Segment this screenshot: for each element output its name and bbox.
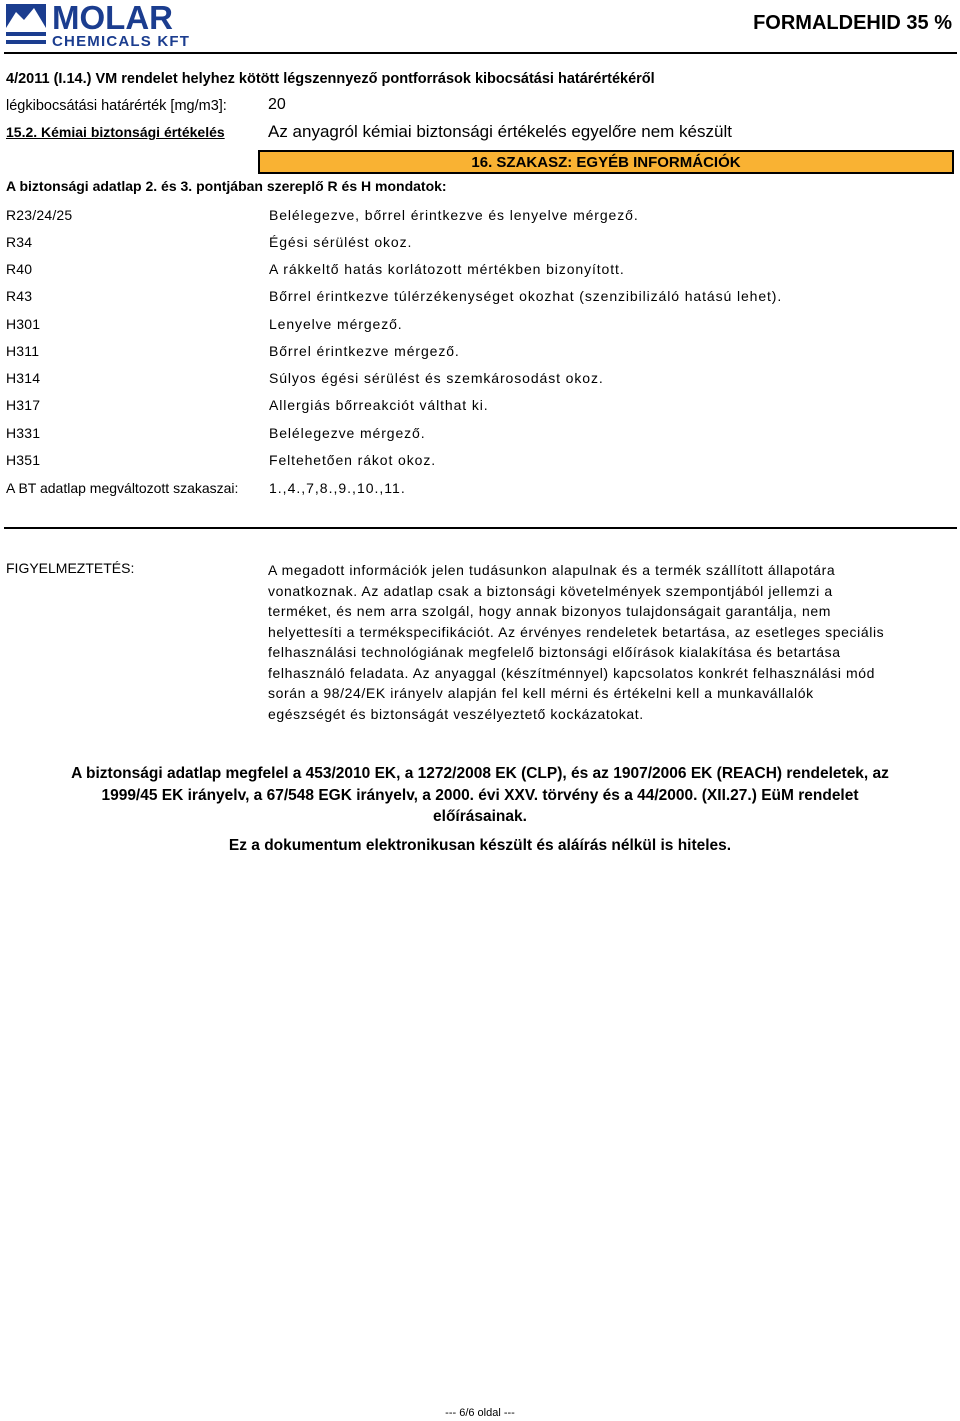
phrase-text: Bőrrel érintkezve túlérzékenységet okozhat (szenzibilizáló hatású lehet). [269,288,783,304]
phrase-code: H331 [6,425,41,441]
phrase-text: Belélegezve, bőrrel érintkezve és lenyelve mérgező. [269,207,639,223]
phrase-code: R34 [6,234,33,250]
phrase-text: Allergiás bőrreakciót válthat ki. [269,397,489,413]
compliance-line: 1999/45 EK irányelv, a 67/548 EGK irányelv, a 2000. évi XXV. törvény és a 44/2000. (XII.27.) EüM rendelet [101,786,859,804]
molar-logo-icon [4,2,226,48]
chem-safety-value: Az anyagról kémiai biztonsági értékelés egyelőre nem készült [268,122,732,141]
logo-text-top: MOLAR [52,2,173,36]
warning-line: felhasználási technológiának megfelelő biztonsági előírások kialakítása és betartása [268,644,841,660]
chem-safety-label: 15.2. Kémiai biztonsági értékelés [6,124,225,140]
warning-line: helyettesíti a termékspecifikációt. Az érvényes rendeletek betartása, az esetleges speciális [268,623,885,640]
compliance-statement [0,763,960,828]
changed-sections-value: 1.,4.,7,8.,9.,10.,11. [269,480,406,496]
phrase-code: H301 [6,316,41,332]
warning-line: terméket, és nem arra szolgál, hogy annak bizonyos tulajdonságait garantálja, nem [268,603,832,619]
phrase-text: A rákkeltő hatás korlátozott mértékben bizonyított. [269,261,625,277]
section-divider [4,527,957,529]
phrase-text: Lenyelve mérgező. [269,316,403,332]
phrase-text: Bőrrel érintkezve mérgező. [269,343,460,359]
compliance-line: A biztonsági adatlap megfelel a 453/2010 EK, a 1272/2008 EK (CLP), és az 1907/2006 EK (REACH) rendeletek, az [71,765,889,782]
warning-line: vonatkoznak. Az adatlap csak a biztonsági követelmények szempontjából jellemzi a [268,582,833,599]
company-logo [4,2,226,48]
phrase-text: Égési sérülést okoz. [269,234,413,250]
phrase-code: H351 [6,452,41,468]
limit-label: légkibocsátási határérték [mg/m3]: [6,98,227,114]
limit-value: 20 [268,96,286,113]
product-title: FORMALDEHID 35 % [753,12,952,34]
warning-text [268,560,928,724]
phrase-code: H311 [6,343,40,359]
compliance-line: előírásainak. [433,808,527,825]
phrase-code: H314 [6,370,41,386]
header-divider [4,52,957,54]
changed-sections-label: A BT adatlap megváltozott szakaszai: [6,480,239,496]
warning-line: A megadott információk jelen tudásunkon alapulnak és a termék szállított állapotára [268,562,836,578]
warning-line: egészségét és biztonságát veszélyeztető kockázatokat. [268,705,644,722]
phrases-heading: A biztonsági adatlap 2. és 3. pontjában szereplő R és H mondatok: [6,178,447,194]
phrase-text: Feltehetően rákot okoz. [269,452,437,468]
warning-label: FIGYELMEZTETÉS: [6,560,135,576]
page-number: --- 6/6 oldal --- [445,1407,515,1419]
electronic-note: Ez a dokumentum elektronikusan készült és aláírás nélkül is hiteles. [228,837,732,854]
phrase-code: R40 [6,261,33,277]
section-16-title: 16. SZAKASZ: EGYÉB INFORMÁCIÓK [258,150,954,174]
warning-line: felhasználó feladata. Az anyaggal (készítménnyel) kapcsolatos konkrét felhasználási mód [268,664,876,681]
phrase-text: Súlyos égési sérülést és szemkárosodást okoz. [269,370,604,386]
phrase-code: H317 [6,397,41,413]
warning-line: során a 98/24/EK irányelv alapján fel kell mérni és értékelni kell a munkavállalók [268,685,814,701]
regulation-title: 4/2011 (I.14.) VM rendelet helyhez kötött légszennyező pontforrások kibocsátási határértékéről [6,71,655,87]
phrase-text: Belélegezve mérgező. [269,425,426,441]
phrase-code: R43 [6,288,33,304]
logo-text-bottom: CHEMICALS KFT [52,33,191,48]
phrase-code: R23/24/25 [6,207,73,223]
